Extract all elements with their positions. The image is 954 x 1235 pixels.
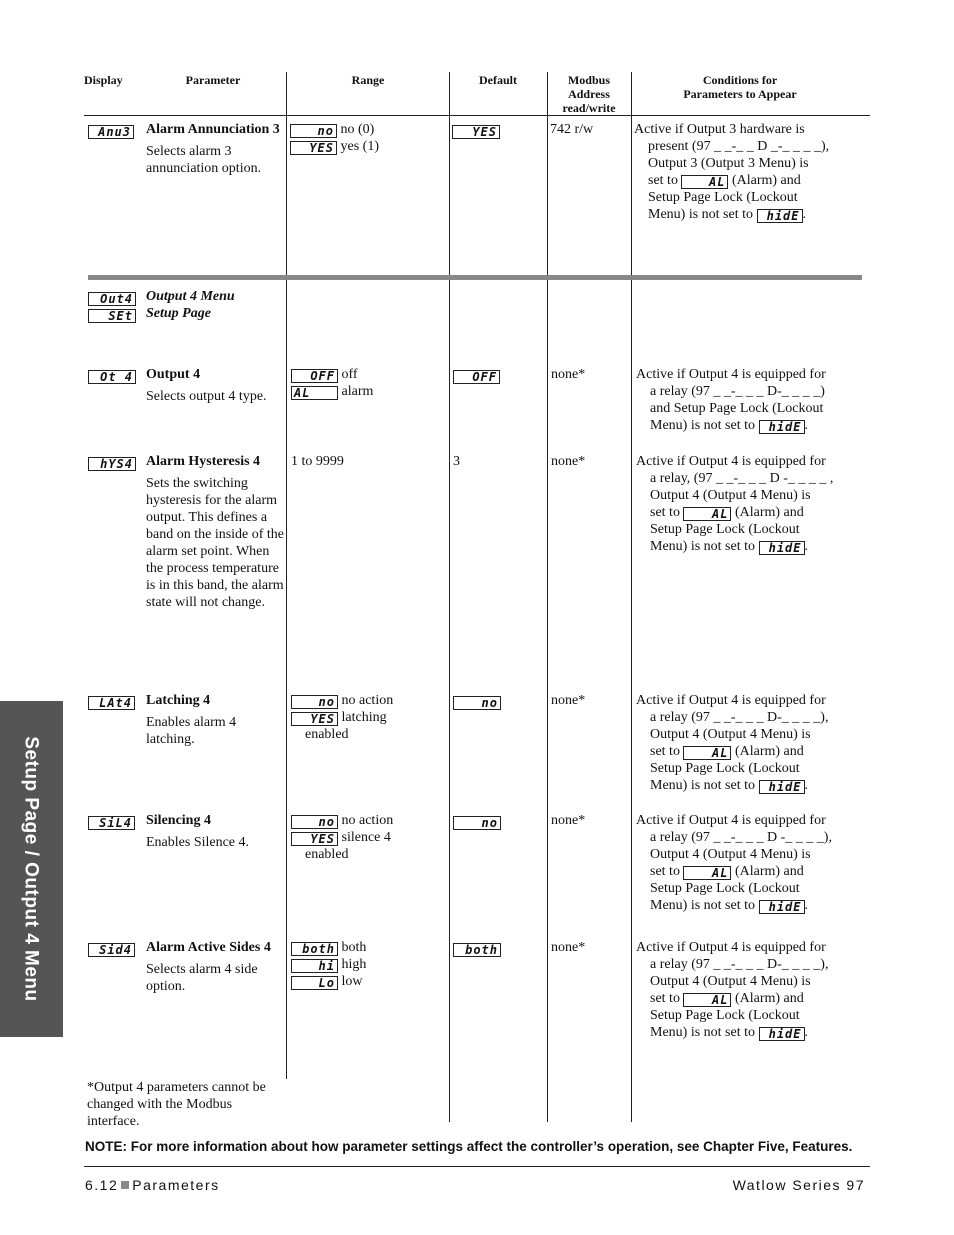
- parameter-name: Alarm Hysteresis 4: [146, 454, 261, 469]
- range-cell: no no action YES silence 4 enabled: [291, 812, 393, 863]
- display-code: SiL4: [88, 813, 135, 830]
- default-cell: no: [453, 813, 501, 830]
- parameter-desc: Enables alarm 4 latching.: [146, 715, 237, 747]
- conditions-cell: Active if Output 4 is equipped for a relay, (97 _ _-_ _ _ D -_ _ _ _ , Output 4 (Output 4 Menu) is set to AL (Alarm) and Setup Page Lock (Lockout Menu) is not set to hidE .: [636, 454, 834, 555]
- default-cell: OFF: [453, 367, 500, 384]
- modbus-cell: none*: [551, 813, 586, 828]
- modbus-cell: none*: [551, 367, 586, 382]
- parameter-cell: [146, 453, 286, 611]
- parameter-name: Latching 4: [146, 693, 211, 708]
- default-cell: YES: [452, 122, 500, 139]
- range-cell: no no action YES latching enabled: [291, 692, 393, 743]
- modbus-cell: none*: [551, 454, 586, 469]
- default-cell: both: [453, 940, 501, 957]
- conditions-cell: Active if Output 4 is equipped for a relay (97 _ _-_ _ _ D -_ _ _ _), Output 4 (Output 4 Menu) is set to AL (Alarm) and Setup Page Lock (Lockout Menu) is not set to hidE .: [636, 813, 832, 914]
- parameter-desc: Sets the switching hysteresis for the alarm output. This defines a band on the inside of the alarm set point. When the process temperature is in this band, the alarm state will not change.: [146, 476, 285, 610]
- column-divider: [449, 72, 450, 1122]
- header-modbus: Modbus Address read/write: [562, 73, 616, 115]
- display-code: Ot 4: [88, 367, 136, 384]
- modbus-cell: none*: [551, 693, 586, 708]
- display-code: Sid4: [88, 940, 135, 957]
- footnote: *Output 4 parameters cannot be changed with the Modbus interface.: [87, 1080, 266, 1129]
- parameter-name: Alarm Annunciation 3: [146, 122, 280, 137]
- range-cell: both both hi high Lo low: [291, 939, 366, 990]
- range-cell: OFF off AL alarm: [291, 366, 373, 400]
- parameter-cell: [146, 692, 284, 748]
- column-divider: [547, 72, 548, 1122]
- side-tab-label: Setup Page / Output 4 Menu: [20, 736, 42, 1002]
- conditions-cell: Active if Output 4 is equipped for a relay (97 _ _-_ _ _ D-_ _ _ _) and Setup Page Lock (Lockout Menu) is not set to hidE .: [636, 367, 826, 434]
- parameter-cell: [146, 812, 284, 851]
- header-parameter: Parameter: [185, 73, 241, 87]
- footer-product: Watlow Series 97: [732, 1177, 865, 1193]
- display-code: Anu3: [88, 122, 134, 139]
- parameter-desc: Selects alarm 3 annunciation option.: [146, 144, 262, 176]
- header-range: Range: [351, 73, 385, 87]
- range-cell: no no (0) YES yes (1): [290, 121, 379, 155]
- display-code: LAt4: [88, 693, 135, 710]
- parameter-desc: Selects alarm 4 side option.: [146, 962, 258, 994]
- parameter-name: Silencing 4: [146, 813, 211, 828]
- parameter-desc: Selects output 4 type.: [146, 389, 267, 404]
- modbus-cell: 742 r/w: [550, 122, 594, 137]
- conditions-cell: Active if Output 3 hardware is present (97 _ _-_ _ D _-_ _ _ _), Output 3 (Output 3 Menu) is set to AL (Alarm) and Setup Page Lock (Lockout Menu) is not set to hidE .: [634, 122, 830, 223]
- parameter-cell: [146, 366, 284, 405]
- parameter-cell: [146, 939, 286, 995]
- column-divider: [631, 72, 632, 1122]
- header-conditions: Conditions for Parameters to Appear: [683, 73, 797, 101]
- conditions-cell: Active if Output 4 is equipped for a relay (97 _ _-_ _ _ D-_ _ _ _), Output 4 (Output 4 Menu) is set to AL (Alarm) and Setup Page Lock (Lockout Menu) is not set to hidE .: [636, 693, 829, 794]
- header-rule: [84, 115, 870, 116]
- conditions-cell: Active if Output 4 is equipped for a relay (97 _ _-_ _ _ D-_ _ _ _), Output 4 (Output 4 Menu) is set to AL (Alarm) and Setup Page Lock (Lockout Menu) is not set to hidE .: [636, 940, 829, 1041]
- default-cell: no: [453, 693, 501, 710]
- square-bullet-icon: [121, 1181, 129, 1189]
- menu-codes: Out4 SEt: [88, 289, 136, 323]
- range-cell: 1 to 9999: [291, 454, 344, 469]
- footer-rule: [84, 1166, 870, 1167]
- default-cell: 3: [453, 454, 460, 469]
- parameter-cell: [146, 121, 284, 177]
- parameter-name: Output 4: [146, 367, 201, 382]
- note: NOTE: For more information about how parameter settings affect the controller’s operation, see Chapter Five, Features.: [85, 1139, 853, 1154]
- footer-left: [85, 1177, 220, 1194]
- parameter-desc: Enables Silence 4.: [146, 835, 250, 850]
- parameter-name: Alarm Active Sides 4: [146, 940, 271, 955]
- header-default: Default: [479, 73, 517, 87]
- menu-title: Output 4 Menu Setup Page: [146, 289, 235, 321]
- footer-section: Parameters: [132, 1177, 220, 1193]
- display-code: hYS4: [88, 454, 136, 471]
- column-divider: [286, 72, 287, 1079]
- page-number: 6.12: [85, 1177, 119, 1193]
- modbus-cell: none*: [551, 940, 586, 955]
- section-bar: [88, 275, 862, 280]
- header-display: Display: [84, 73, 123, 87]
